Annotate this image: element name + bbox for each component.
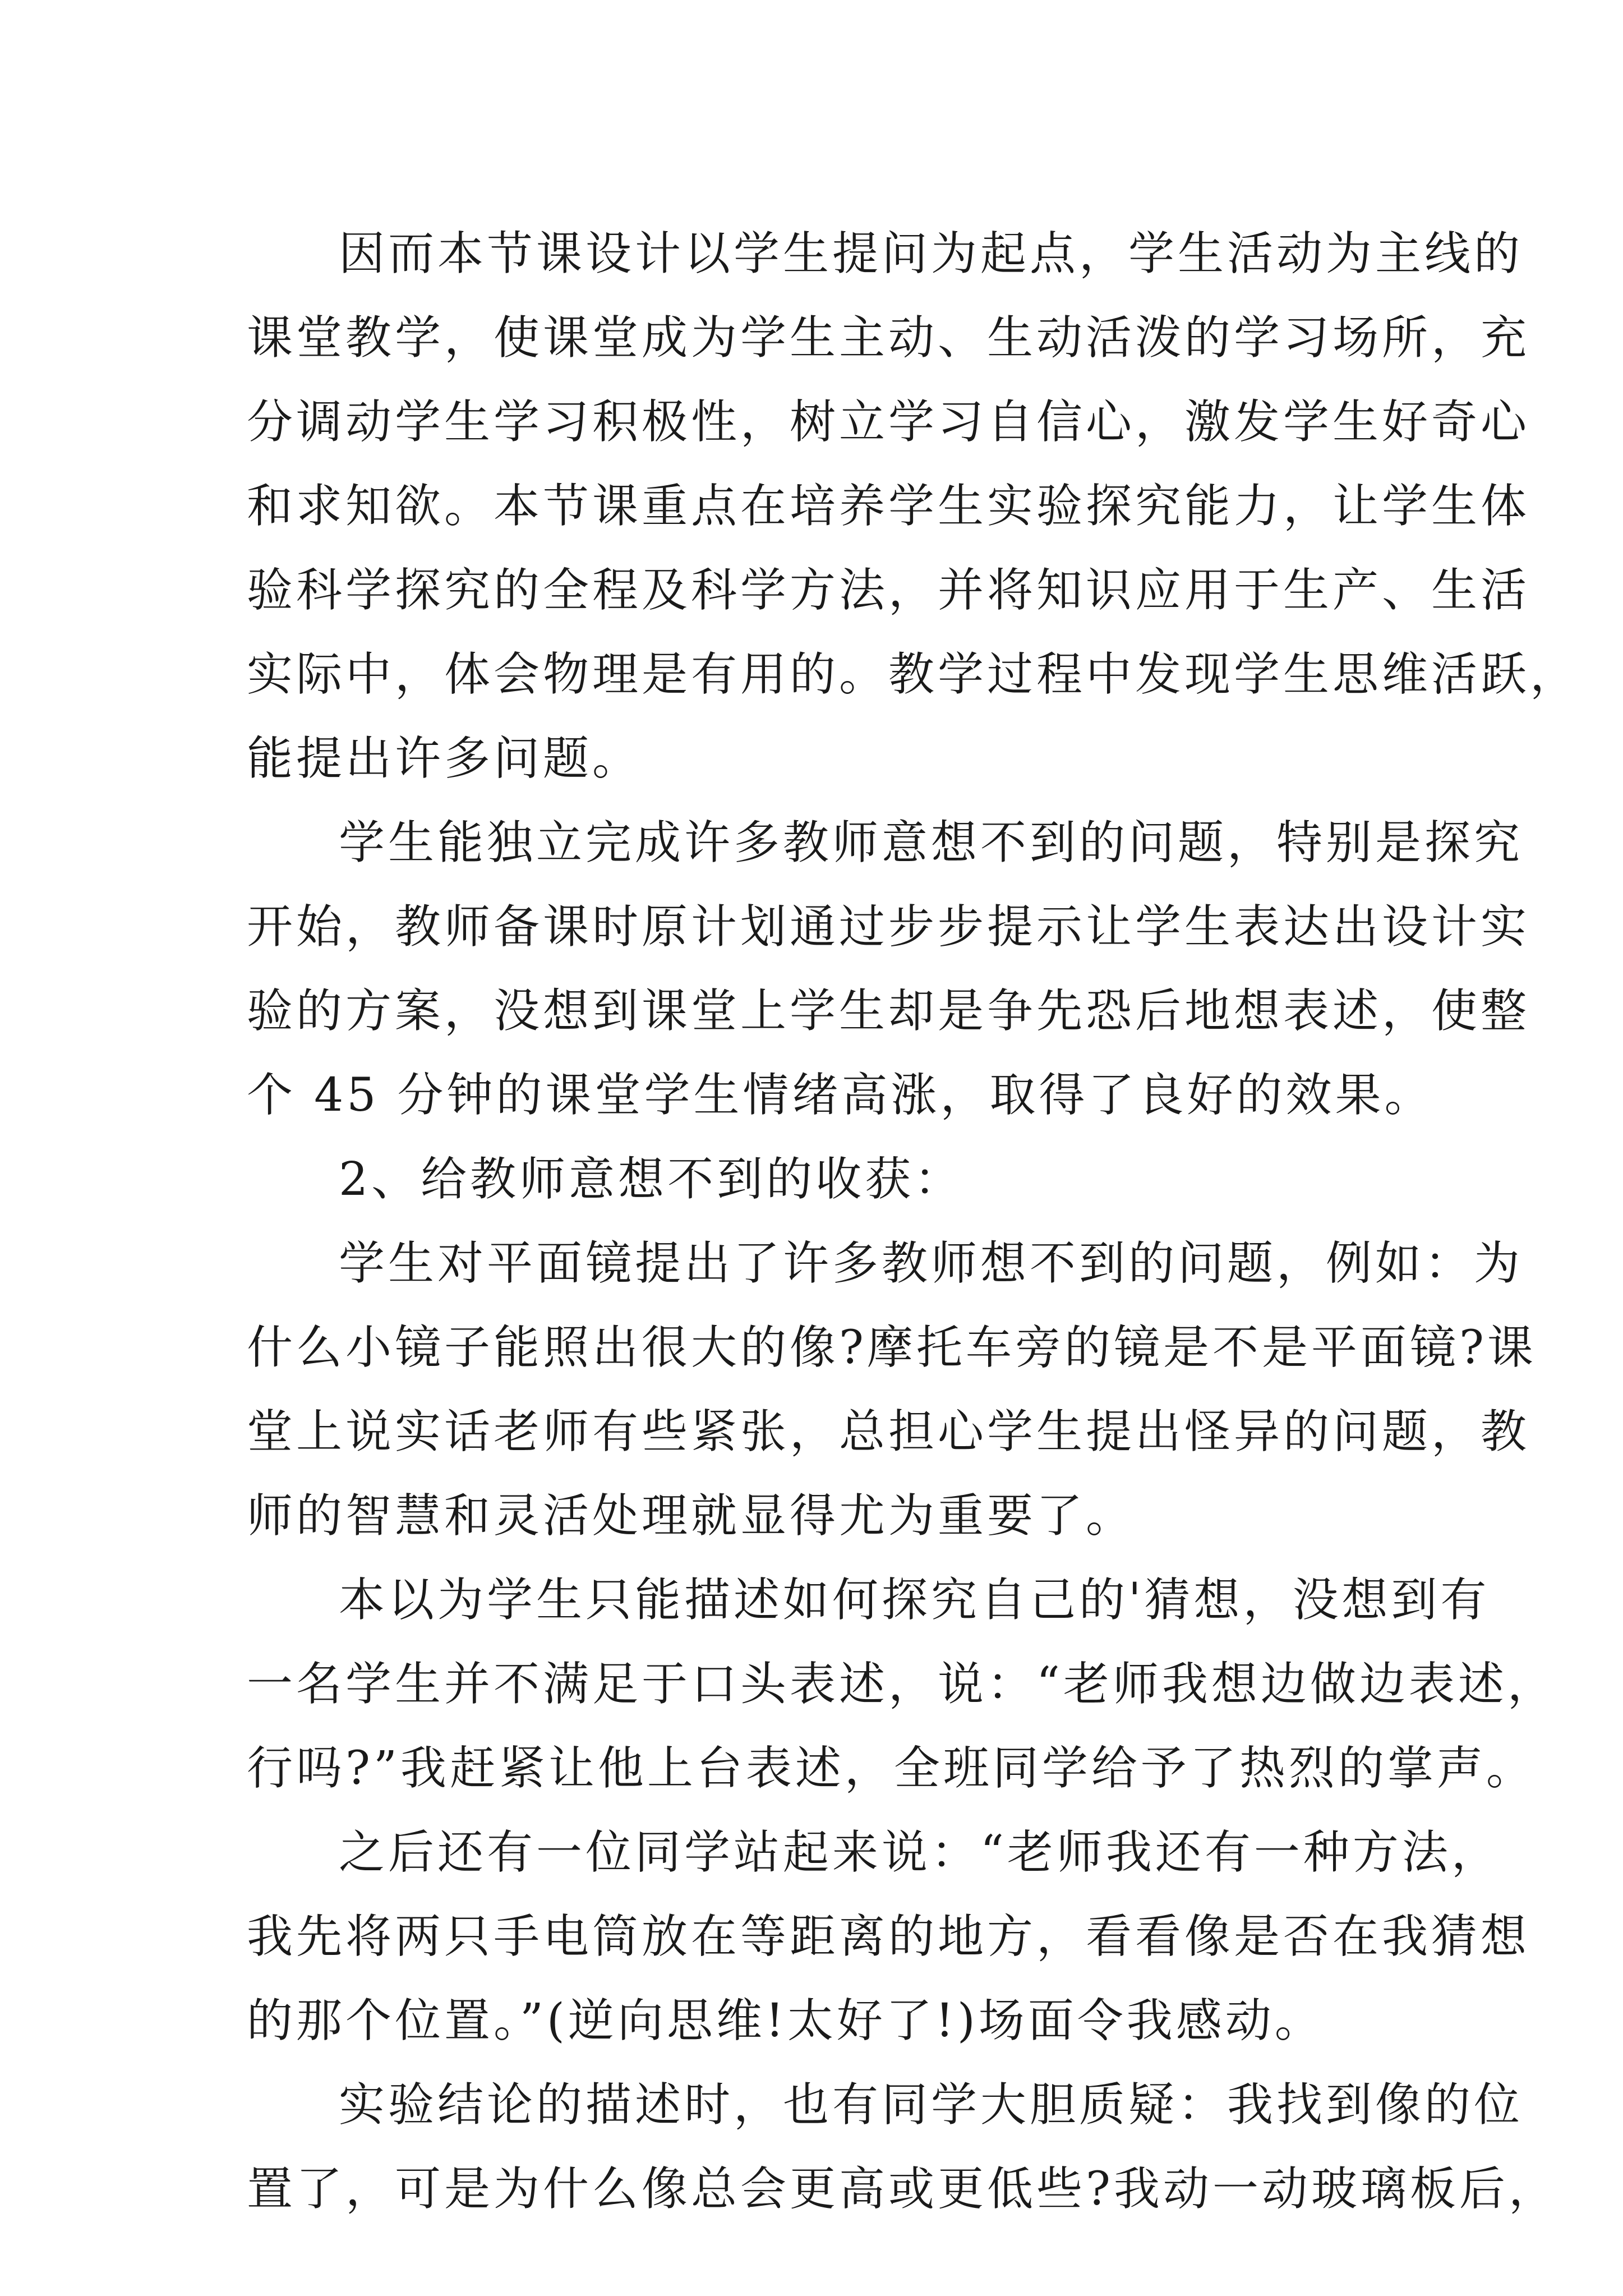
text-line: 之后还有一位同学站起来说：“老师我还有一种方法， (339, 1826, 1501, 1879)
text-line: 行吗?”我赶紧让他上台表述，全班同学给予了热烈的掌声。 (247, 1742, 1536, 1795)
text-line: 验的方案，没想到课堂上学生却是争先恐后地想表述，使整 (247, 984, 1530, 1038)
text-line: 能提出许多问题。 (247, 732, 642, 785)
paragraph-5 (247, 1558, 1557, 1811)
document-body (247, 212, 1580, 2231)
text-line: 我先将两只手电筒放在等距离的地方，看看像是否在我猜想 (247, 1910, 1530, 1963)
paragraph-3-heading (247, 1138, 1380, 1222)
text-line: 本以为学生只能描述如何探究自己的'猜想，没想到有 (339, 1573, 1490, 1627)
paragraph-7 (247, 2063, 1558, 2231)
text-line: 实验结论的描述时，也有同学大胆质疑：我找到像的位 (339, 2078, 1524, 2132)
paragraph-1 (247, 212, 1580, 801)
text-line: 实际中，体会物理是有用的。教学过程中发现学生思维活跃， (247, 648, 1580, 701)
text-line: 一名学生并不满足于口头表述，说：“老师我想边做边表述， (247, 1658, 1557, 1711)
section-heading: 2、给教师意想不到的收获： (339, 1153, 964, 1206)
text-line: 堂上说实话老师有些紧张，总担心学生提出怪异的问题，教 (247, 1405, 1530, 1458)
text-line: 的那个位置。”(逆向思维!太好了!)场面令我感动。 (247, 1994, 1324, 2047)
text-line: 置了，可是为什么像总会更高或更低些?我动一动玻璃板后， (247, 2162, 1558, 2216)
text-line: 验科学探究的全程及科学方法，并将知识应用于生产、生活 (247, 564, 1530, 617)
text-line: 和求知欲。本节课重点在培养学生实验探究能力，让学生体 (247, 480, 1530, 533)
text-line: 什么小镜子能照出很大的像?摩托车旁的镜是不是平面镜?课 (247, 1321, 1537, 1374)
text-line: 师的智慧和灵活处理就显得尤为重要了。 (247, 1489, 1136, 1543)
text-line: 个 45 分钟的课堂学生情绪高涨，取得了良好的效果。 (247, 1069, 1434, 1122)
text-line: 因而本节课设计以学生提问为起点，学生活动为主线的 (339, 227, 1524, 280)
paragraph-4 (247, 1222, 1537, 1558)
paragraph-6 (247, 1811, 1530, 2063)
text-line: 课堂教学，使课堂成为学生主动、生动活泼的学习场所，充 (247, 311, 1530, 365)
text-line: 分调动学生学习积极性，树立学习自信心，激发学生好奇心 (247, 395, 1530, 449)
text-line: 学生能独立完成许多教师意想不到的问题，特别是探究 (339, 816, 1524, 869)
text-line: 开始，教师备课时原计划通过步步提示让学生表达出设计实 (247, 900, 1530, 954)
text-line: 学生对平面镜提出了许多教师想不到的问题，例如：为 (339, 1237, 1524, 1290)
paragraph-2 (247, 801, 1530, 1138)
